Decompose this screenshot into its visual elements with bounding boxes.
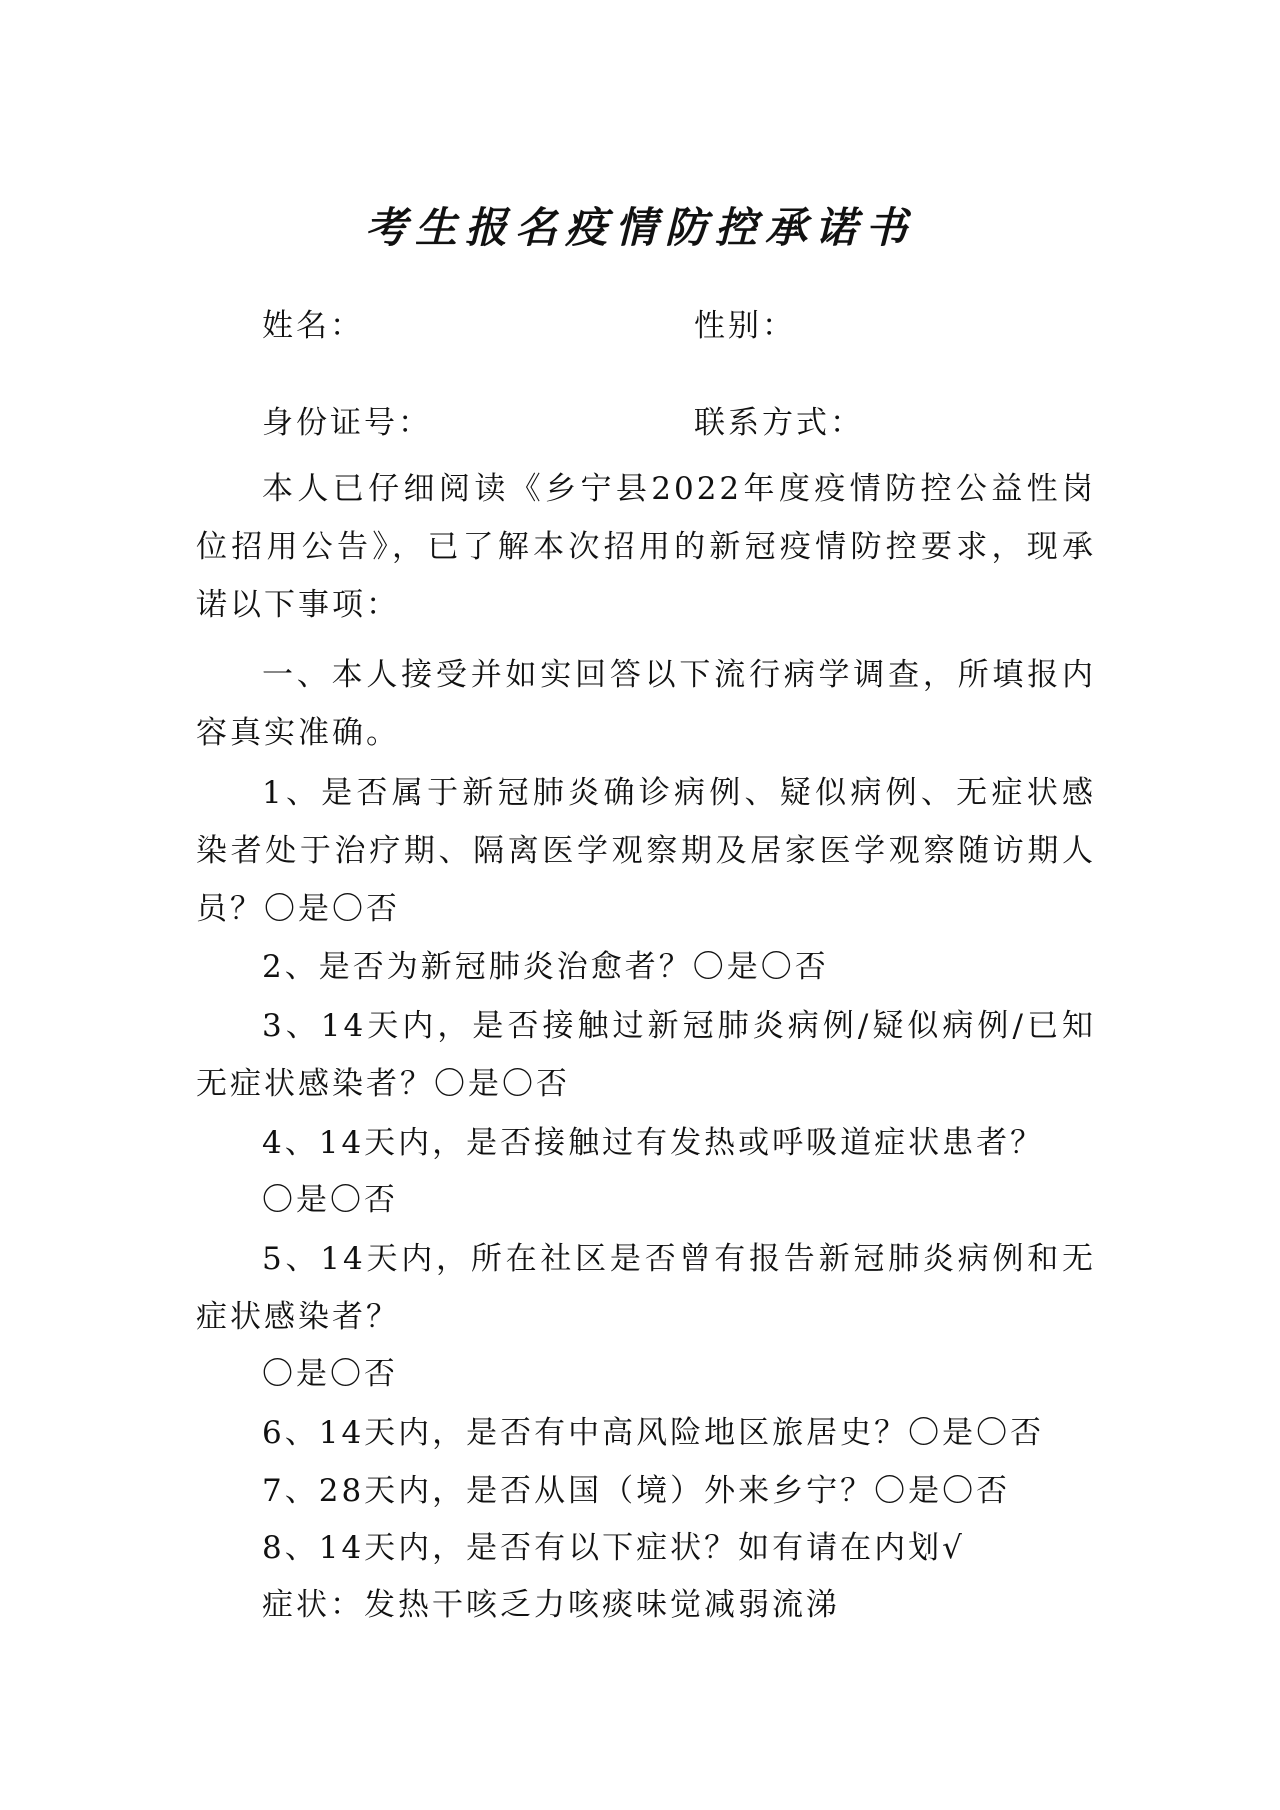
question-1: 1、是否属于新冠肺炎确诊病例、疑似病例、无症状感染者处于治疗期、隔离医学观察期及居家医学观察随访期人员？〇是〇否 (196, 775, 1096, 927)
question-4-options: 〇是〇否 (262, 1182, 398, 1218)
intro-paragraph: 本人已仔细阅读《乡宁县2022年度疫情防控公益性岗位招用公告》，已了解本次招用的新冠疫情防控要求，现承诺以下事项： (196, 471, 1096, 623)
document-title: 考生报名疫情防控承诺书 (364, 203, 915, 252)
question-8: 8、14天内，是否有以下症状？如有请在内划√ (262, 1530, 965, 1566)
section-one-paragraph: 一、本人接受并如实回答以下流行病学调查，所填报内容真实准确。 (196, 657, 1096, 751)
question-2: 2、是否为新冠肺炎治愈者？〇是〇否 (262, 949, 829, 985)
id-number-label: 身份证号： (262, 405, 432, 441)
symptoms-line: 症状：发热干咳乏力咳痰味觉减弱流涕 (262, 1587, 840, 1623)
name-label: 姓名： (262, 308, 364, 344)
question-7: 7、28天内，是否从国（境）外来乡宁？〇是〇否 (262, 1473, 1011, 1509)
question-4: 4、14天内，是否接触过有发热或呼吸道症状患者？ (262, 1125, 1045, 1161)
question-5-options: 〇是〇否 (262, 1356, 398, 1392)
question-6: 6、14天内，是否有中高风险地区旅居史？〇是〇否 (262, 1415, 1045, 1451)
gender-label: 性别： (694, 308, 796, 344)
question-5: 5、14天内，所在社区是否曾有报告新冠肺炎病例和无症状感染者？ (196, 1241, 1096, 1335)
contact-label: 联系方式： (694, 405, 864, 441)
question-3: 3、14天内，是否接触过新冠肺炎病例/疑似病例/已知无症状感染者？〇是〇否 (196, 1008, 1096, 1102)
